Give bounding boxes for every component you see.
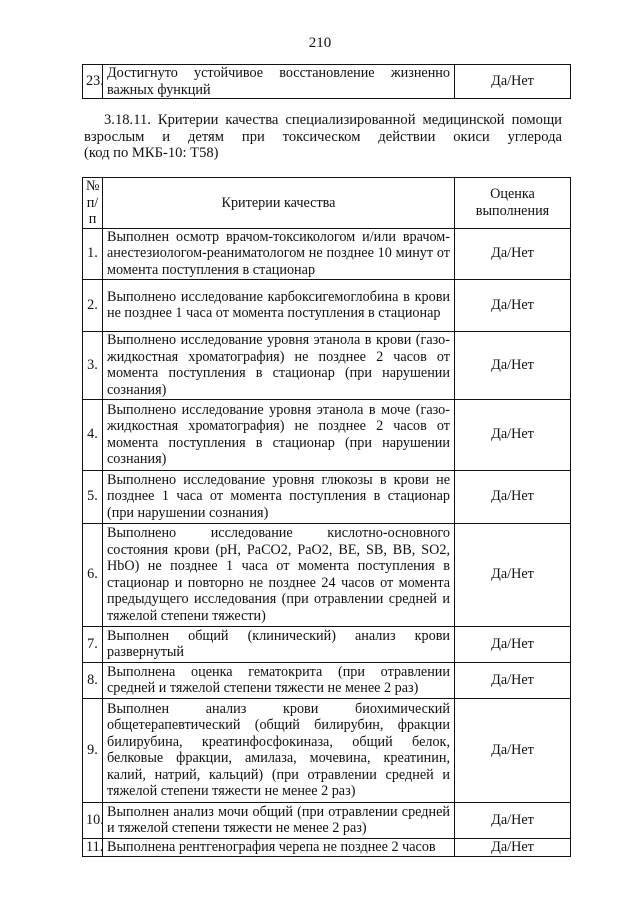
quality-criteria-table: [82, 177, 571, 857]
row-score: Да/Нет: [455, 662, 571, 698]
section-heading: [84, 112, 562, 162]
row-score: Да/Нет: [455, 802, 571, 838]
row-criterion: Выполнена оценка гематокрита (при отравлении средней и тяжелой степени тяжести не менее 2 раз): [103, 662, 455, 698]
header-number-line: №: [86, 178, 100, 194]
row-score: Да/Нет: [455, 65, 571, 99]
table-row: [83, 523, 571, 626]
row-criterion: Выполнено исследование карбоксигемоглобина в крови не позднее 1 часа от момента поступления в стационар: [103, 279, 455, 331]
continued-table: [82, 64, 571, 99]
table-row: [83, 662, 571, 698]
row-criterion: Выполнен анализ мочи общий (при отравлении средней и тяжелой степени тяжести не менее 2 раз): [103, 802, 455, 838]
row-number: 2.: [83, 279, 103, 331]
row-number: 8.: [83, 662, 103, 698]
row-score: Да/Нет: [455, 279, 571, 331]
row-criterion: Выполнена рентгенография черепа не позднее 2 часов: [103, 838, 455, 856]
table-row: [83, 802, 571, 838]
table-row: [83, 626, 571, 662]
section-heading-line: (код по МКБ-10: T58): [84, 145, 219, 161]
page-number: 210: [308, 35, 332, 51]
row-criterion: Выполнен осмотр врачом-токсикологом и/или врачом-анестезиологом-реаниматологом не позднее 10 минут от момента поступления в стационар: [103, 228, 455, 279]
row-criterion: Выполнен анализ крови биохимический общетерапевтический (общий билирубин, фракции билирубина, креатинфосфокиназа, общий белок, белковые фракции, амилаза, мочевина, креатинин, калий, натрий, кальций) (при отравлении средней и тяжелой степени тяжести не менее 2 раз): [103, 698, 455, 802]
header-score: [455, 178, 571, 229]
row-number: 1.: [83, 228, 103, 279]
row-score: Да/Нет: [455, 523, 571, 626]
row-number: 6.: [83, 523, 103, 626]
row-number: 11.: [83, 838, 103, 856]
row-number: 10.: [83, 802, 103, 838]
row-number: 7.: [83, 626, 103, 662]
row-score: Да/Нет: [455, 399, 571, 470]
table-row: [83, 698, 571, 802]
row-score: Да/Нет: [455, 470, 571, 523]
row-criterion: Выполнен общий (клинический) анализ крови развернутый: [103, 626, 455, 662]
row-number: 23.: [83, 65, 103, 99]
row-score: Да/Нет: [455, 331, 571, 399]
section-heading-line: взрослым и детям при токсическом действии окиси углерода: [84, 128, 562, 145]
header-criteria: Критерии качества: [103, 178, 455, 229]
row-number: 9.: [83, 698, 103, 802]
header-number: [83, 178, 103, 229]
row-criterion: Выполнено исследование уровня этанола в моче (газо-жидкостная хроматография) не позднее 2 часов от момента поступления в стационар (при нарушении сознания): [103, 399, 455, 470]
header-number-line: п/п: [86, 194, 99, 227]
table-row: [83, 331, 571, 399]
table-row: [83, 399, 571, 470]
header-score-line: Оценка: [490, 186, 535, 203]
row-criterion: Выполнено исследование уровня этанола в крови (газо-жидкостная хроматография) не позднее 2 часов от момента поступления в стационар (при нарушении сознания): [103, 331, 455, 399]
table-row: [83, 65, 571, 99]
row-score: Да/Нет: [455, 838, 571, 856]
table-row: [83, 228, 571, 279]
row-score: Да/Нет: [455, 698, 571, 802]
row-criterion: Выполнено исследование кислотно-основного состояния крови (pH, PaCO2, PaO2, BE, SB, BB, SO2, HbO) не позднее 1 часа от момента поступления в стационар и повторно не позднее 24 часов от момента предыдущего исследования (при отравлении средней и тяжелой степени тяжести): [103, 523, 455, 626]
row-number: 3.: [83, 331, 103, 399]
header-score-line: выполнения: [475, 202, 550, 219]
row-number: 5.: [83, 470, 103, 523]
row-score: Да/Нет: [455, 626, 571, 662]
table-row: [83, 279, 571, 331]
row-criterion: Достигнуто устойчивое восстановление жизненно важных функций: [103, 65, 455, 99]
row-score: Да/Нет: [455, 228, 571, 279]
table-row: [83, 470, 571, 523]
row-number: 4.: [83, 399, 103, 470]
section-heading-line: 3.18.11. Критерии качества специализированной медицинской помощи: [104, 112, 562, 128]
table-header-row: [83, 178, 571, 229]
table-row: [83, 838, 571, 856]
row-criterion: Выполнено исследование уровня глюкозы в крови не позднее 1 часа от момента поступления в стационар (при нарушении сознания): [103, 470, 455, 523]
